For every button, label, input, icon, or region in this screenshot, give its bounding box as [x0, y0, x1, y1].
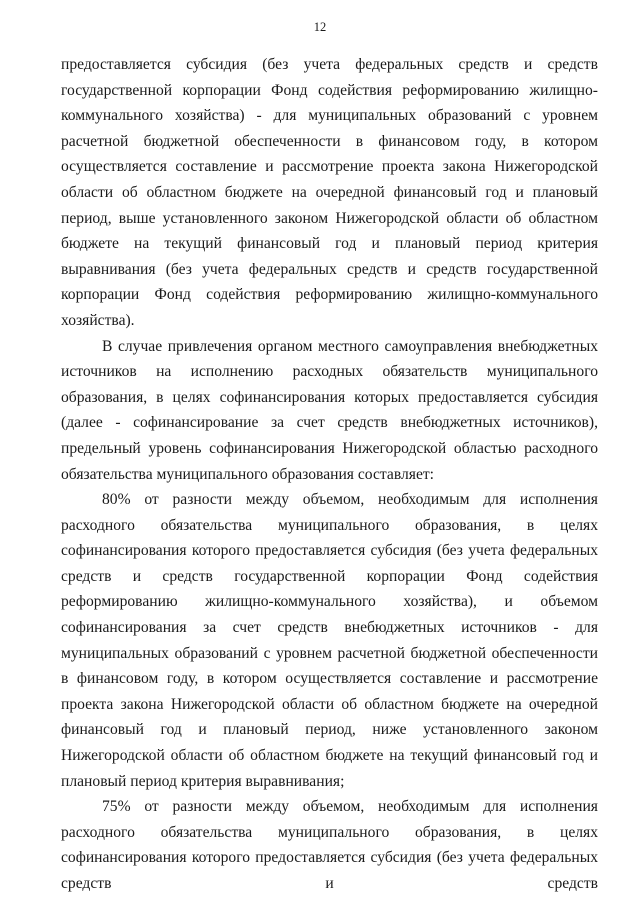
paragraph-continuation: предоставляется субсидия (без учета федеральных средств и средств государственной корпорации Фонд содействия реформированию жилищно-коммунального хозяйства) - для муниципальных образований с уровнем расчетной бюджетной обеспеченности в финансовом году, в котором осуществляется составление и рассмотрение проекта закона Нижегородской области об областном бюджете на очередной финансовый год и плановый период, выше установленного законом Нижегородской области об областном бюджете на текущий финансовый год и плановый период критерия выравнивания (без учета федеральных средств и средств государственной корпорации Фонд содействия реформированию жилищно-коммунального хозяйства). [61, 56, 598, 329]
paragraph-80-percent: 80% от разности между объемом, необходимым для исполнения расходного обязательства муниципального образования, в целях софинансирования которого предоставляется субсидия (без учета федеральных средств и средств государственной корпорации Фонд содействия реформированию жилищно-коммунального хозяйства), и объемом софинансирования за счет средств внебюджетных источников - для муниципальных образований с уровнем расчетной бюджетной обеспеченности в финансовом году, в котором осуществляется составление и рассмотрение проекта закона Нижегородской области об областном бюджете на очередной финансовый год и плановый период, ниже установленного законом Нижегородской области об областном бюджете на текущий финансовый год и плановый период критерия выравнивания; [61, 491, 598, 790]
document-body [61, 52, 598, 897]
page-number: 12 [313, 20, 327, 34]
paragraph-75-percent: 75% от разности между объемом, необходимым для исполнения расходного обязательства муниципального образования, в целях софинансирования которого предоставляется субсидия (без учета федеральных средств и средств [61, 798, 598, 892]
paragraph-extrabudgetary-sources: В случае привлечения органом местного самоуправления внебюджетных источников на исполнению расходных обязательств муниципального образования, в целях софинансирования которых предоставляется субсидия (далее - софинансирование за счет средств внебюджетных источников), предельный уровень софинансирования Нижегородской областью расходного обязательства муниципального образования составляет: [61, 337, 598, 483]
